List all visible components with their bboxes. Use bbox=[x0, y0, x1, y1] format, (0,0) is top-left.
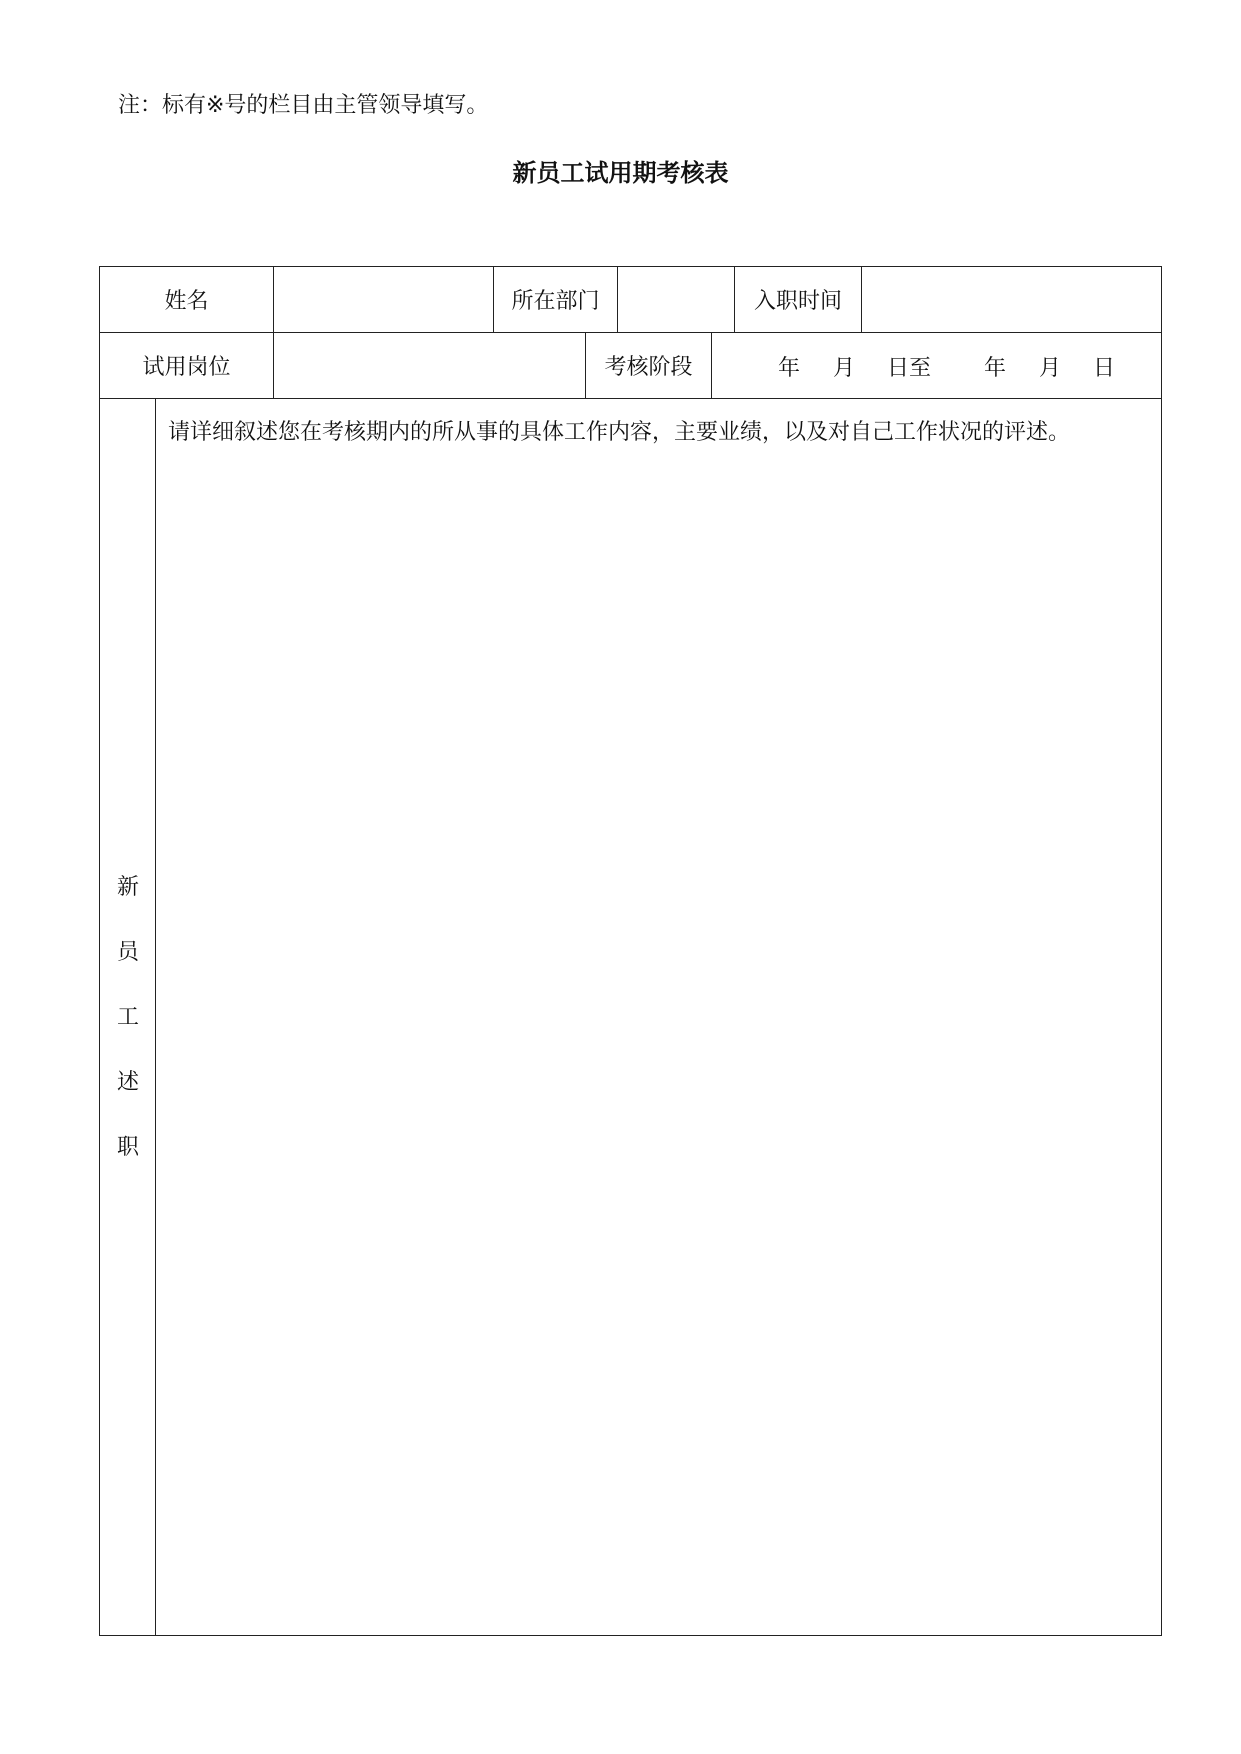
form-note: 注：标有※号的栏目由主管领导填写。 bbox=[118, 93, 489, 118]
side-label-char: 员 bbox=[116, 939, 139, 965]
self-statement-side-label bbox=[100, 399, 156, 1635]
department-label: 所在部门 bbox=[511, 289, 600, 314]
name-label: 姓名 bbox=[164, 289, 209, 314]
side-label-char: 述 bbox=[116, 1069, 139, 1095]
evaluation-period-label: 考核阶段 bbox=[604, 355, 693, 380]
start-month-unit: 月 bbox=[833, 356, 856, 381]
hire-date-label: 入职时间 bbox=[753, 289, 842, 314]
row-divider bbox=[100, 398, 1161, 399]
hire-date-field[interactable] bbox=[862, 267, 1161, 332]
statement-content-area[interactable] bbox=[157, 457, 1159, 1633]
trial-position-label: 试用岗位 bbox=[142, 355, 231, 380]
end-day-unit: 日 bbox=[1093, 356, 1116, 381]
start-year-unit: 年 bbox=[778, 356, 801, 381]
end-year-unit: 年 bbox=[984, 356, 1007, 381]
trial-position-field[interactable] bbox=[274, 333, 585, 398]
evaluation-form-table bbox=[99, 266, 1162, 1636]
side-label-char: 工 bbox=[116, 1004, 139, 1030]
side-label-char: 职 bbox=[116, 1134, 139, 1160]
department-field[interactable] bbox=[618, 267, 734, 332]
side-label-char: 新 bbox=[116, 874, 139, 900]
evaluation-period-date-range[interactable] bbox=[712, 333, 1161, 398]
end-month-unit: 月 bbox=[1039, 356, 1062, 381]
form-title: 新员工试用期考核表 bbox=[512, 159, 729, 187]
start-day-to-unit: 日至 bbox=[887, 356, 932, 381]
statement-prompt: 请详细叙述您在考核期内的所从事的具体工作内容，主要业绩，以及对自己工作状况的评述。 bbox=[168, 420, 1071, 445]
name-field[interactable] bbox=[274, 267, 493, 332]
